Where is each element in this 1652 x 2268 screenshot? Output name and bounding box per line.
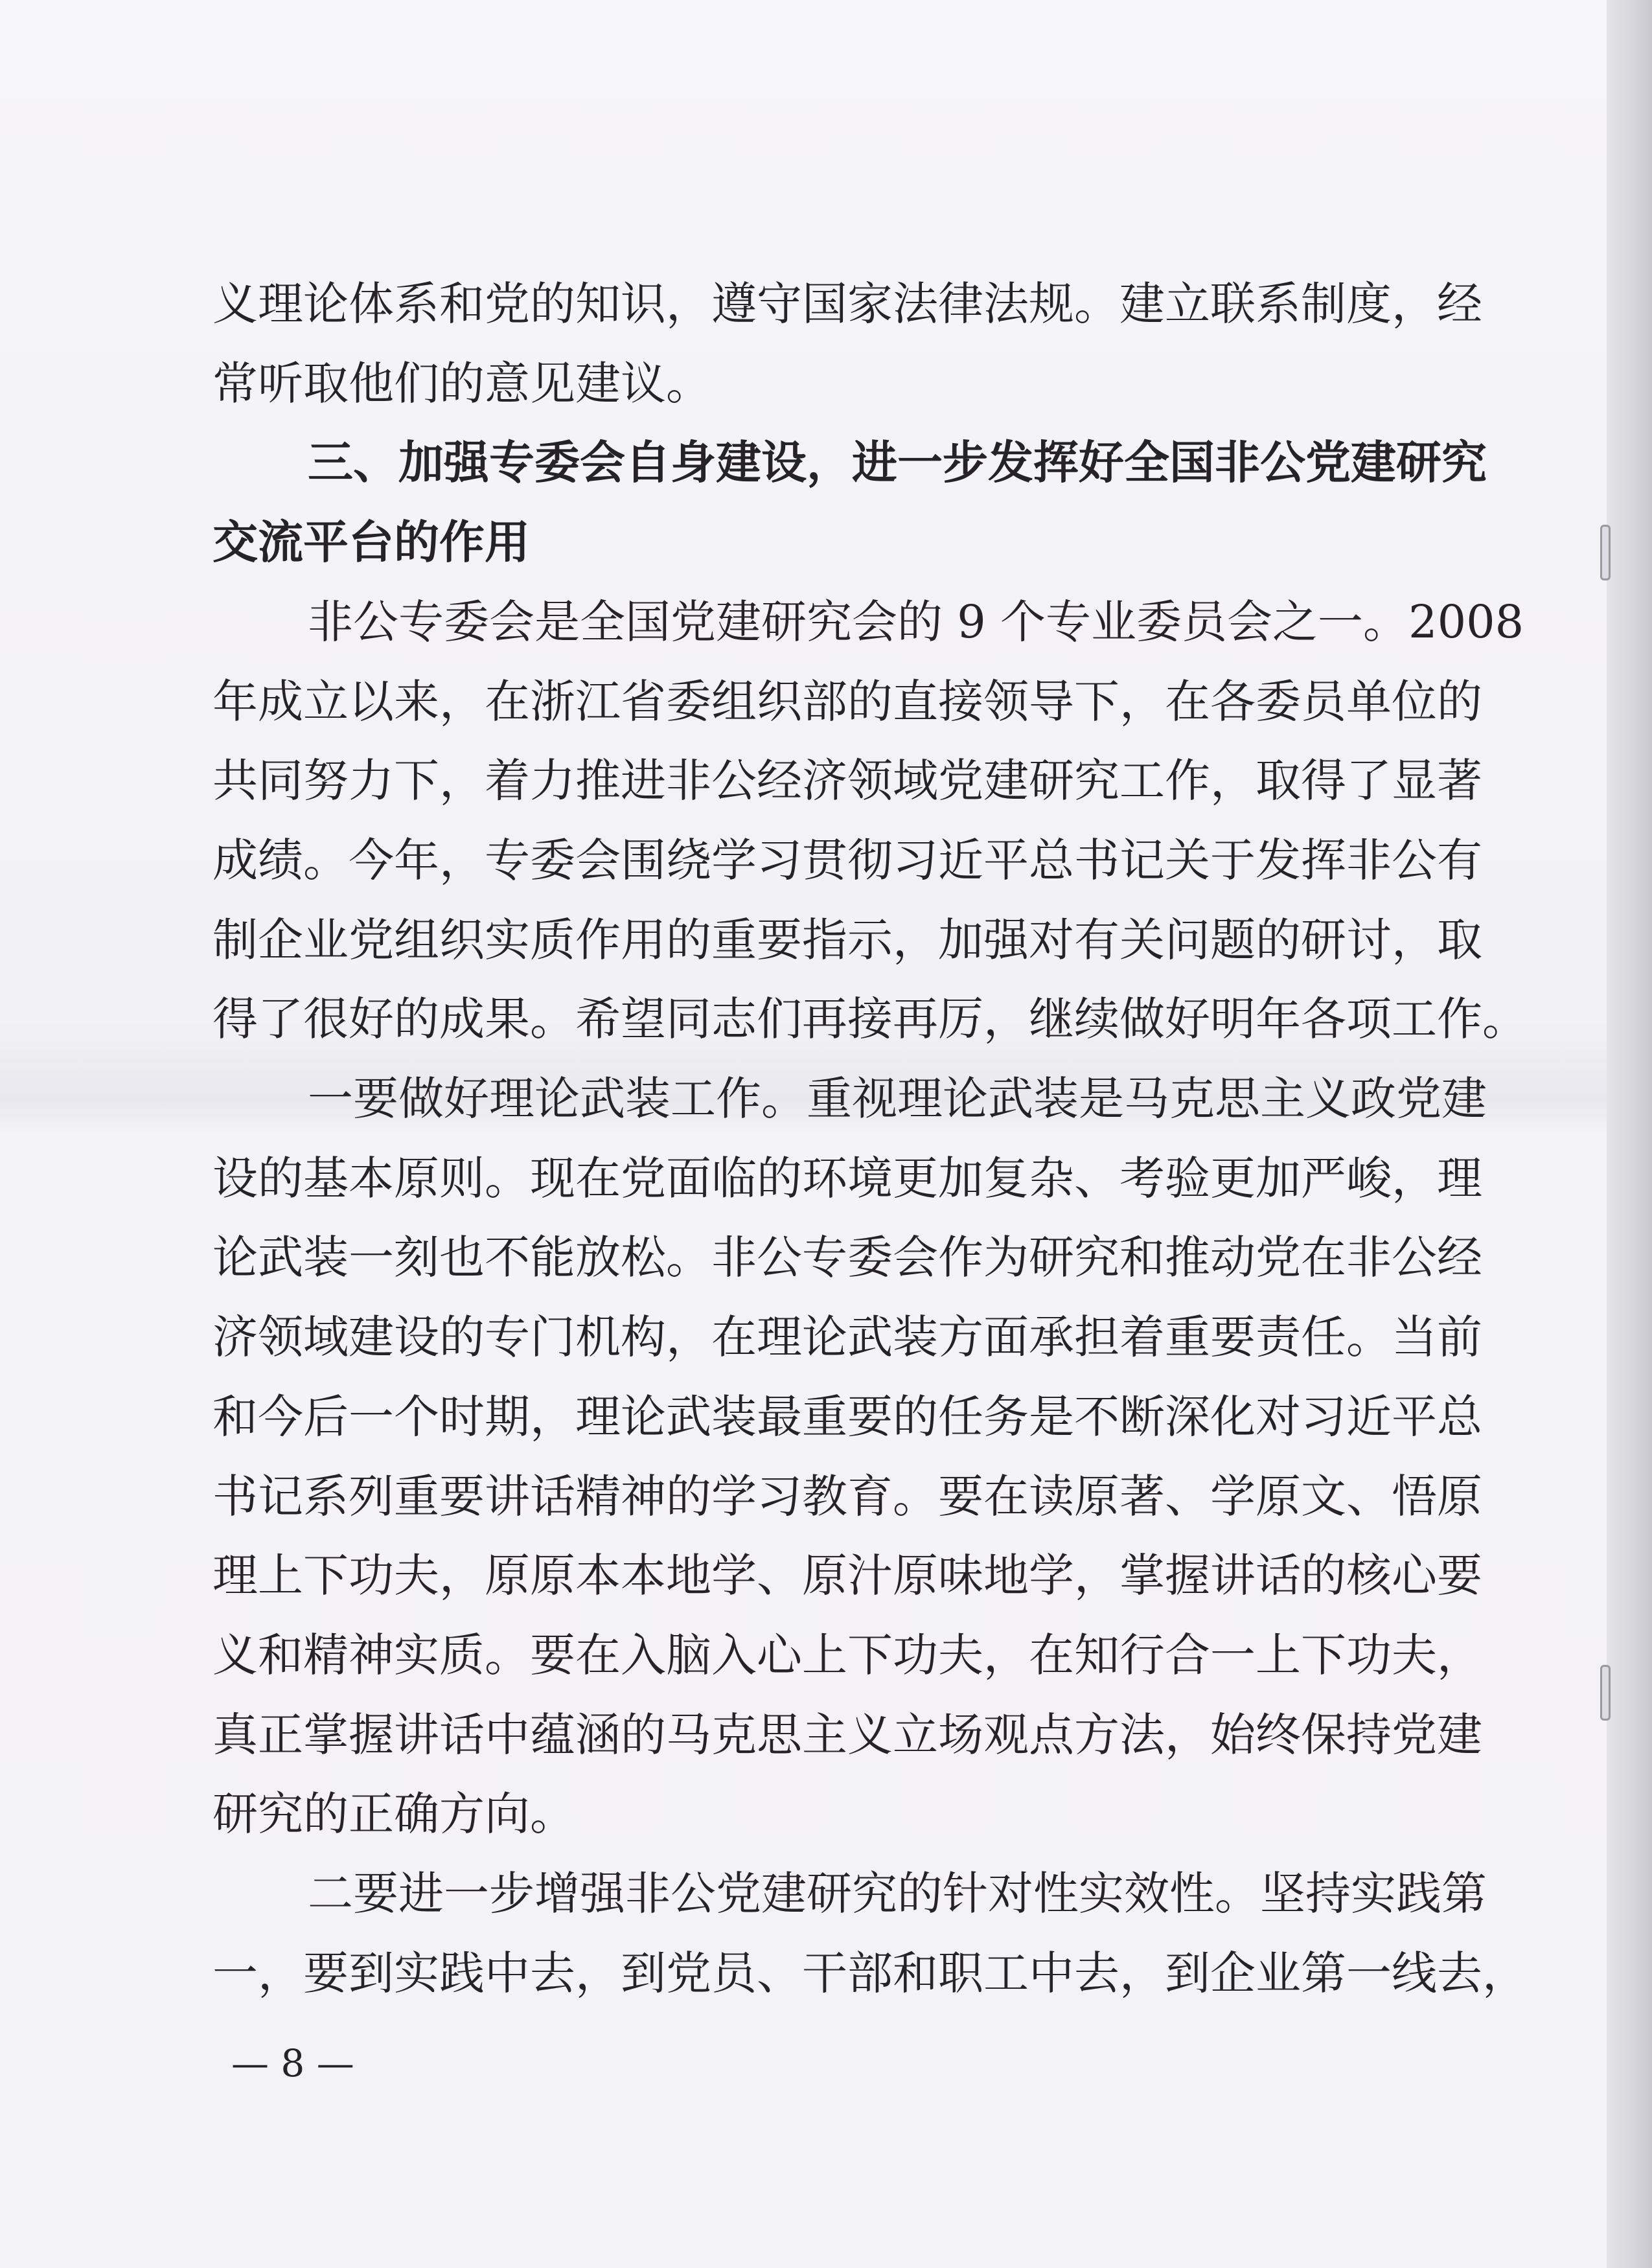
text-line: 研究的正确方向。 (212, 1787, 575, 1841)
text-line: 义和精神实质。要在入脑入心上下功夫，在知行合一上下功夫， (212, 1628, 1482, 1682)
text-line: 一，要到实践中去，到党员、干部和职工中去，到企业第一线去， (212, 1946, 1528, 2000)
text-line: 共同努力下，着力推进非公经济领域党建研究工作，取得了显著 (212, 754, 1482, 808)
text-line: 成绩。今年，专委会围绕学习贯彻习近平总书记关于发挥非公有 (212, 833, 1482, 887)
text-line: 年成立以来，在浙江省委组织部的直接领导下，在各委员单位的 (212, 674, 1482, 728)
text-line: 和今后一个时期，理论武装最重要的任务是不断深化对习近平总 (212, 1390, 1482, 1443)
page-edge-shadow (1607, 0, 1652, 2268)
staple-top (1600, 525, 1611, 580)
text-line: 书记系列重要讲话精神的学习教育。要在读原著、学原文、悟原 (212, 1469, 1482, 1523)
text-line: 论武装一刻也不能放松。非公专委会作为研究和推动党在非公经 (212, 1231, 1482, 1285)
text-line: 常听取他们的意见建议。 (212, 356, 711, 410)
text-line: 设的基本原则。现在党面临的环境更加复杂、考验更加严峻，理 (212, 1151, 1482, 1205)
text-line: 二要进一步增强非公党建研究的针对性实效性。坚持实践第 (308, 1867, 1487, 1920)
section-heading-line: 交流平台的作用 (212, 516, 530, 569)
text-line: 得了很好的成果。希望同志们再接再厉，继续做好明年各项工作。 (212, 992, 1528, 1046)
text-line: 制企业党组织实质作用的重要指示，加强对有关问题的研讨，取 (212, 913, 1482, 967)
text-line: 非公专委会是全国党建研究会的 9 个专业委员会之一。2008 (308, 595, 1524, 648)
text-line: 理上下功夫，原原本本地学、原汁原味地学，掌握讲话的核心要 (212, 1549, 1482, 1603)
section-heading-line: 三、加强专委会自身建设，进一步发挥好全国非公党建研究 (308, 436, 1487, 490)
text-line: 义理论体系和党的知识，遵守国家法律法规。建立联系制度，经 (212, 277, 1482, 330)
staple-bottom (1600, 1665, 1611, 1721)
text-line: 济领域建设的专门机构，在理论武装方面承担着重要责任。当前 (212, 1311, 1482, 1364)
text-line: 一要做好理论武装工作。重视理论武装是马克思主义政党建 (308, 1072, 1487, 1125)
page-number: — 8 — (231, 2041, 354, 2085)
text-line: 真正掌握讲话中蕴涵的马克思主义立场观点方法，始终保持党建 (212, 1708, 1482, 1761)
